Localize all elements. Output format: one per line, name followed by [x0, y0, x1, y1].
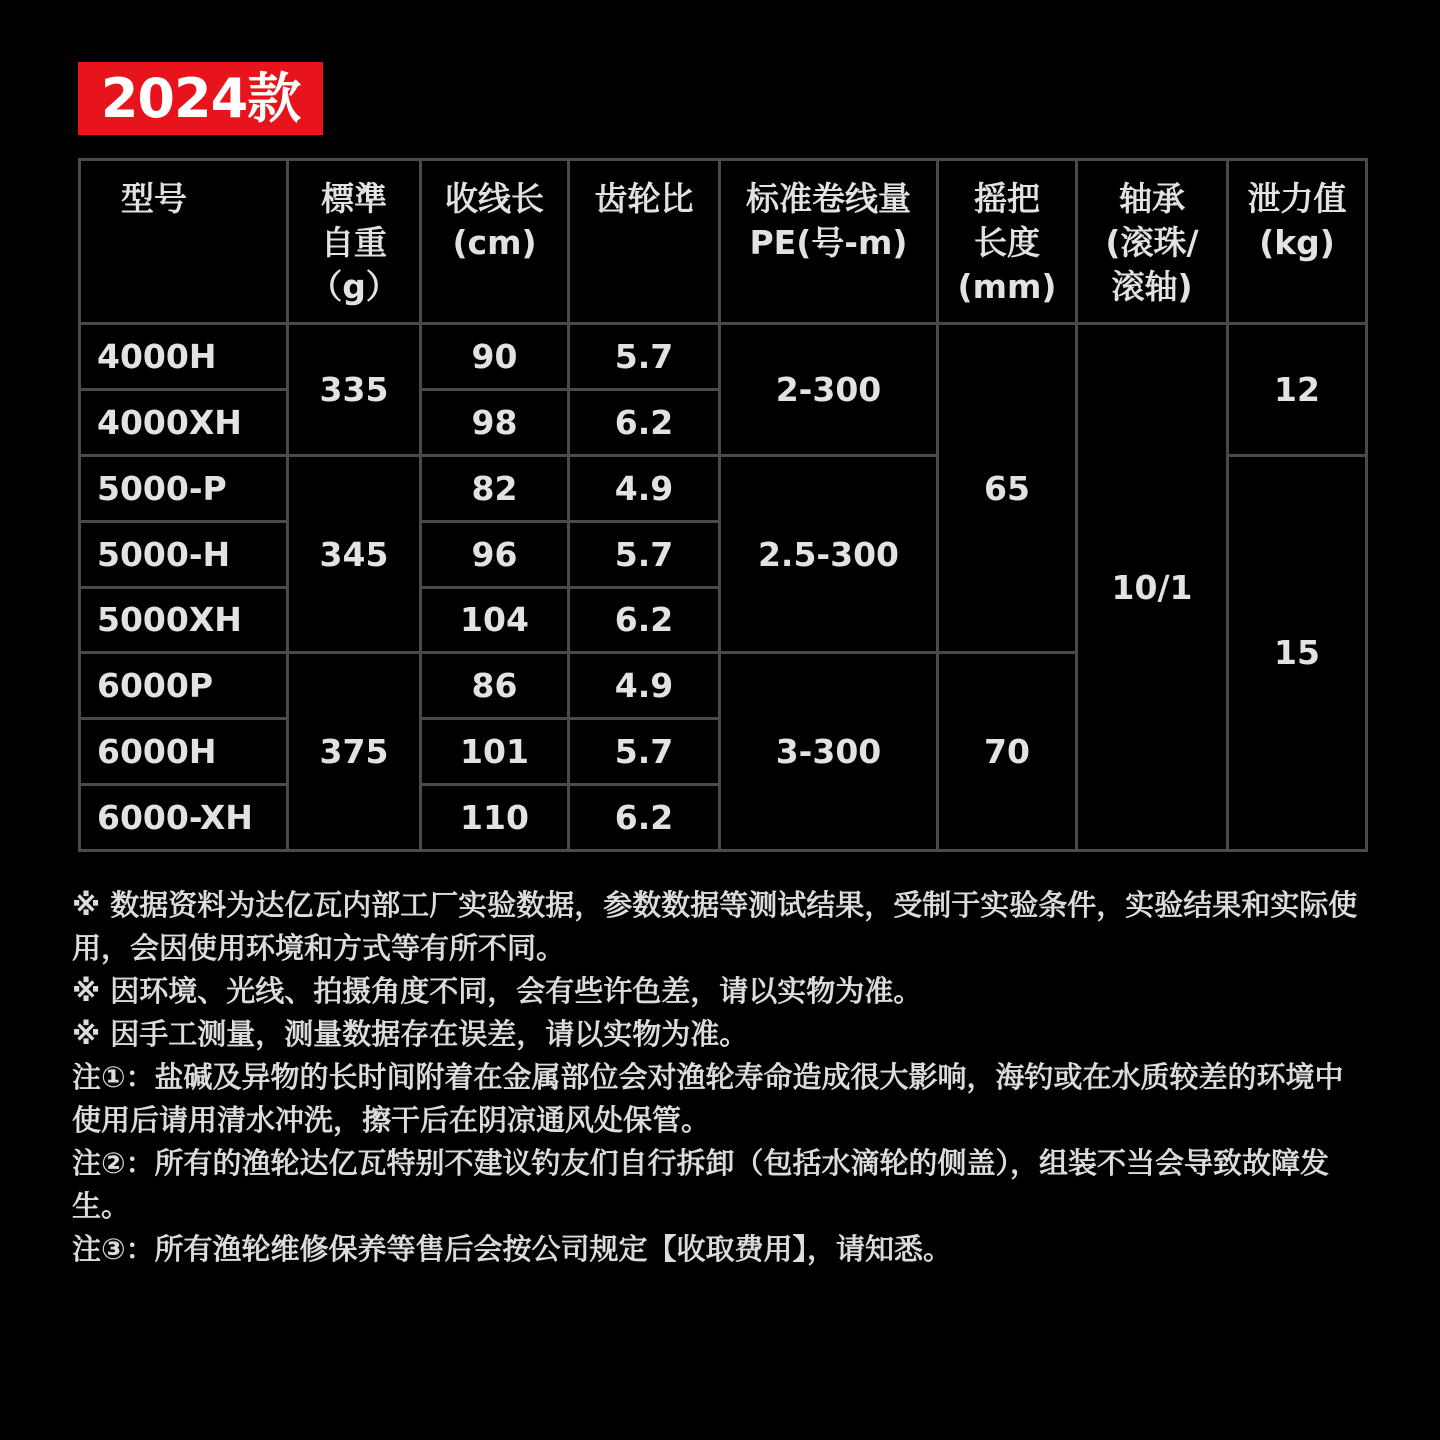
drag-cell: 12 [1228, 324, 1367, 456]
gear-ratio-cell: 5.7 [569, 719, 720, 785]
gear-ratio-cell: 5.7 [569, 324, 720, 390]
header-weight: 標準 自重 （g） [288, 160, 421, 324]
drag-cell: 15 [1228, 455, 1367, 850]
gear-ratio-cell: 4.9 [569, 653, 720, 719]
retrieve-cell: 82 [421, 455, 569, 521]
retrieve-cell: 104 [421, 587, 569, 653]
weight-cell: 345 [288, 455, 421, 653]
model-cell: 4000XH [80, 389, 288, 455]
note-paragraph: ※ 因环境、光线、拍摄角度不同，会有些许色差，请以实物为准。 [72, 974, 923, 1008]
header-line-capacity: 标准卷线量 PE(号-m) [720, 160, 938, 324]
table-row [80, 324, 1367, 390]
line-capacity-cell: 2.5-300 [720, 455, 938, 653]
handle-length-cell: 70 [938, 653, 1077, 851]
table-header-row [80, 160, 1367, 324]
gear-ratio-cell: 6.2 [569, 587, 720, 653]
gear-ratio-cell: 4.9 [569, 455, 720, 521]
note-paragraph: 注①：盐碱及异物的长时间附着在金属部位会对渔轮寿命造成很大影响，海钓或在水质较差的环境中使用后请用清水冲洗，擦干后在阴凉通风处保管。 [72, 1060, 1344, 1137]
header-handle-length: 摇把 长度 (mm) [938, 160, 1077, 324]
note-paragraph: 注②：所有的渔轮达亿瓦特别不建议钓友们自行拆卸（包括水滴轮的侧盖），组装不当会导致故障发生。 [72, 1146, 1330, 1223]
gear-ratio-cell: 5.7 [569, 521, 720, 587]
retrieve-cell: 86 [421, 653, 569, 719]
spec-table [78, 158, 1368, 852]
note-paragraph: ※ 数据资料为达亿瓦内部工厂实验数据，参数数据等测试结果，受制于实验条件，实验结果和实际使用，会因使用环境和方式等有所不同。 [72, 888, 1358, 965]
line-capacity-cell: 2-300 [720, 324, 938, 456]
model-cell: 5000XH [80, 587, 288, 653]
note-paragraph: ※ 因手工测量，测量数据存在误差，请以实物为准。 [72, 1017, 749, 1051]
model-cell: 5000-H [80, 521, 288, 587]
header-retrieve: 收线长 (cm) [421, 160, 569, 324]
retrieve-cell: 110 [421, 785, 569, 851]
gear-ratio-cell: 6.2 [569, 389, 720, 455]
retrieve-cell: 96 [421, 521, 569, 587]
gear-ratio-cell: 6.2 [569, 785, 720, 851]
model-cell: 5000-P [80, 455, 288, 521]
model-cell: 4000H [80, 324, 288, 390]
model-cell: 6000H [80, 719, 288, 785]
model-cell: 6000-XH [80, 785, 288, 851]
bearing-cell: 10/1 [1077, 324, 1228, 851]
weight-cell: 335 [288, 324, 421, 456]
handle-length-cell: 65 [938, 324, 1077, 653]
header-bearing: 轴承 (滚珠/ 滚轴) [1077, 160, 1228, 324]
retrieve-cell: 90 [421, 324, 569, 390]
header-gear-ratio: 齿轮比 [569, 160, 720, 324]
line-capacity-cell: 3-300 [720, 653, 938, 851]
note-paragraph: 注③：所有渔轮维修保养等售后会按公司规定【收取费用】，请知悉。 [72, 1232, 953, 1266]
retrieve-cell: 98 [421, 389, 569, 455]
year-badge: 2024款 [78, 62, 323, 135]
notes-section [72, 884, 1372, 1271]
retrieve-cell: 101 [421, 719, 569, 785]
model-cell: 6000P [80, 653, 288, 719]
weight-cell: 375 [288, 653, 421, 851]
header-model: 型号 [80, 160, 288, 324]
header-drag: 泄力值 (kg) [1228, 160, 1367, 324]
